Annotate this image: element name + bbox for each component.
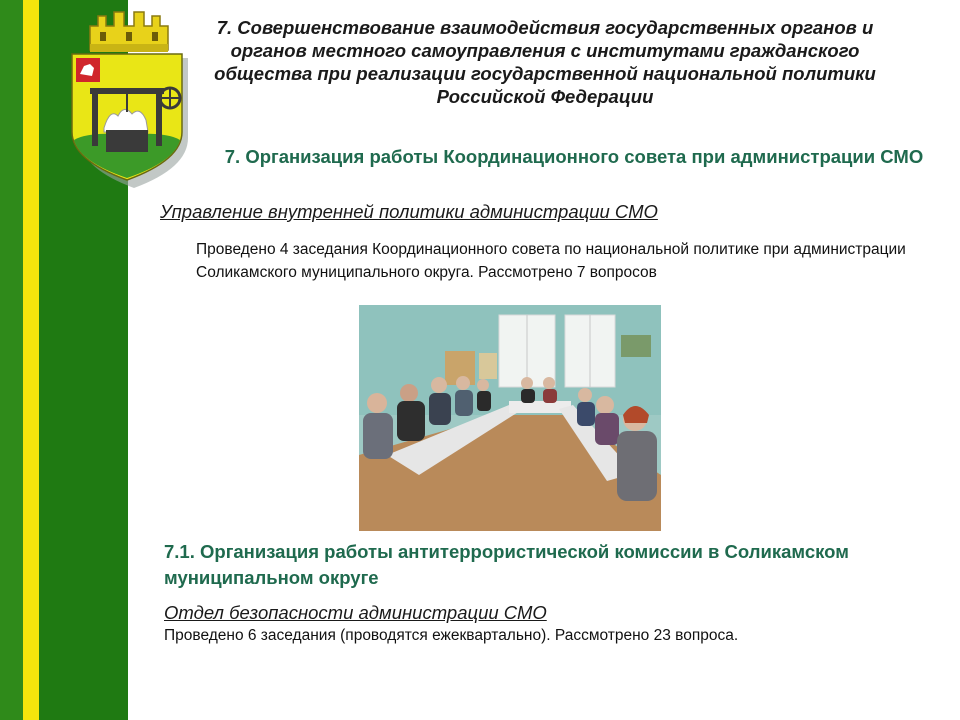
meeting-photo: [359, 305, 661, 531]
section-title-2: 7.1. Организация работы антитеррористической комиссии в Соликамском муниципальном округе: [164, 541, 849, 588]
left-stripe-yellow: [23, 0, 39, 720]
left-stripe-green: [0, 0, 23, 720]
coat-of-arms-icon: [66, 8, 192, 190]
department-name-2: Отдел безопасности администрации СМО: [164, 602, 547, 623]
page-title: 7. Совершенствование взаимодействия государственных органов и органов местного самоуправления с институтами гражданского общества при реализации государственной национальной политики Российской Федерации: [214, 17, 876, 107]
department-name: Управление внутренней политики администрации СМО: [160, 201, 658, 222]
section-text: Проведено 4 заседания Координационного совета по национальной политике при администрации Соликамского муниципального округа. Рассмотрено 7 вопросов: [196, 241, 906, 281]
section-title: 7. Организация работы Координационного совета при администрации СМО: [224, 146, 924, 167]
section-text-2: Проведено 6 заседания (проводятся ежеквартально). Рассмотрено 23 вопроса.: [164, 627, 739, 644]
